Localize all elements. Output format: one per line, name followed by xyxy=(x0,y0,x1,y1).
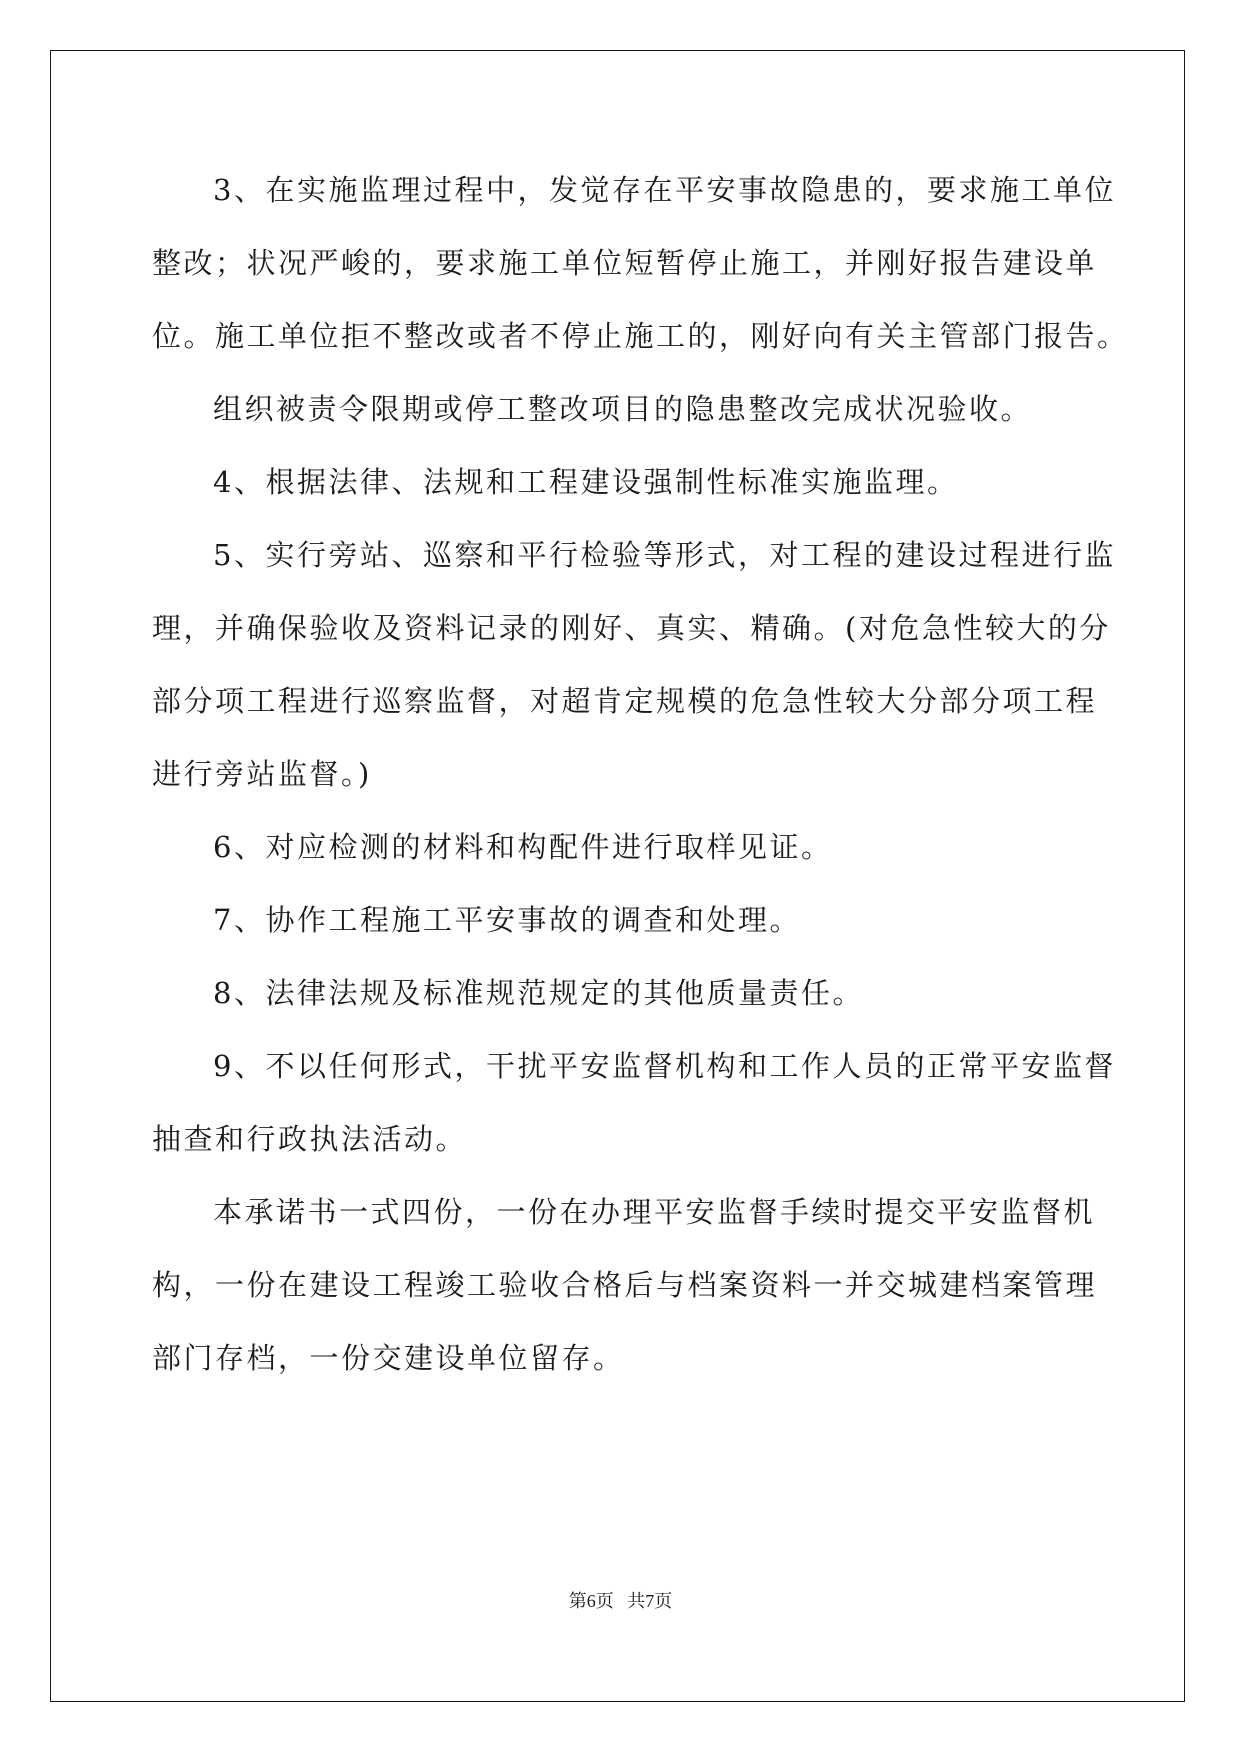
paragraph-line: 部门存档，一份交建设单位留存。 xyxy=(152,1341,625,1375)
paragraph-line: 抽查和行政执法活动。 xyxy=(152,1122,468,1156)
paragraph-line: 整改；状况严峻的，要求施工单位短暂停止施工，并刚好报告建设单 xyxy=(152,246,1098,280)
page-border xyxy=(50,50,1185,1702)
paragraph-line: 本承诺书一式四份，一份在办理平安监督手续时提交平安监督机 xyxy=(213,1195,1096,1229)
paragraph-line: 构，一份在建设工程竣工验收合格后与档案资料一并交城建档案管理 xyxy=(152,1268,1098,1302)
paragraph-line: 9、不以任何形式，干扰平安监督机构和工作人员的正常平安监督 xyxy=(213,1049,1116,1083)
paragraph-line: 5、实行旁站、巡察和平行检验等形式，对工程的建设过程进行监 xyxy=(213,538,1116,572)
paragraph-line: 7、协作工程施工平安事故的调查和处理。 xyxy=(213,903,801,937)
paragraph-line: 6、对应检测的材料和构配件进行取样见证。 xyxy=(213,830,833,864)
paragraph-line: 组织被责令限期或停工整改项目的隐患整改完成状况验收。 xyxy=(213,392,1033,426)
paragraph-line: 位。施工单位拒不整改或者不停止施工的，刚好向有关主管部门报告。 xyxy=(152,319,1129,353)
paragraph-line: 4、根据法律、法规和工程建设强制性标准实施监理。 xyxy=(213,465,959,499)
paragraph-line: 3、在实施监理过程中，发觉存在平安事故隐患的，要求施工单位 xyxy=(213,173,1116,207)
paragraph-line: 8、法律法规及标准规范规定的其他质量责任。 xyxy=(213,976,864,1010)
paragraph-line: 部分项工程进行巡察监督，对超肯定规模的危急性较大分部分项工程 xyxy=(152,684,1098,718)
paragraph-line: 理，并确保验收及资料记录的刚好、真实、精确。(对危急性较大的分 xyxy=(152,611,1111,645)
page-number-footer: 第6页 共7页 xyxy=(568,1591,673,1611)
paragraph-line: 进行旁站监督。) xyxy=(152,757,372,791)
